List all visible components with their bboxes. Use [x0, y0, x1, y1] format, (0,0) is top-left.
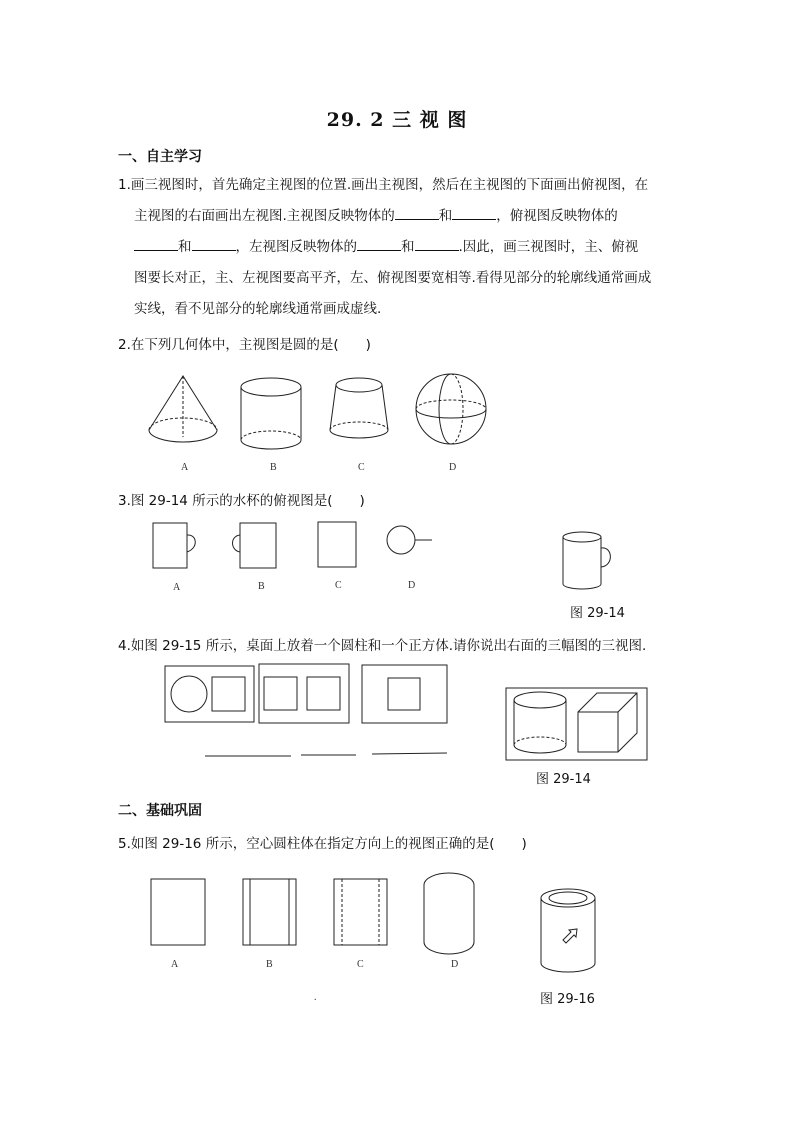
direction-arrow-icon — [563, 929, 577, 943]
figure-caption: 图 29-14 — [570, 606, 625, 621]
hollow-cylinder-view-b — [243, 879, 296, 945]
stray-dot: . — [314, 992, 317, 1003]
option-label-b: B — [270, 462, 277, 473]
q1-text: 主视图的右面画出左视图.主视图反映物体的 — [134, 208, 395, 224]
option-label-a: A — [173, 582, 181, 593]
q1-text: 和 — [178, 239, 192, 255]
q1-text: .因此，画三视图时，主、俯视 — [458, 239, 639, 255]
question-3: 3.图 29-14 所示的水杯的俯视图是( ) — [118, 493, 365, 509]
figure-caption: 图 29-14 — [536, 772, 591, 787]
option-label-d: D — [451, 959, 459, 970]
q1-text: 和 — [401, 239, 415, 255]
hollow-cylinder-figure — [541, 889, 595, 972]
q1-text: 和 — [438, 208, 453, 224]
page-title: 29. 2 三 视 图 — [326, 109, 468, 131]
q1-line-4: 图要长对正，主、左视图要高平齐，左、俯视图要宽相等.看得见部分的轮廓线通常画成 — [134, 270, 652, 286]
hollow-cylinder-view-d — [424, 873, 474, 954]
question-2: 2.在下列几何体中，主视图是圆的是( ) — [118, 337, 371, 353]
q1-line-5: 实线，看不见部分的轮廓线通常画成虚线. — [134, 301, 382, 317]
option-label-b: B — [258, 581, 265, 592]
figure-caption: 图 29-16 — [540, 992, 595, 1007]
option-label-b: B — [266, 959, 273, 970]
option-label-c: C — [335, 580, 342, 591]
section-heading-basic-practice: 二、基础巩固 — [118, 803, 202, 819]
q1-line-1: 1.画三视图时，首先确定主视图的位置.画出主视图，然后在主视图的下面画出俯视图，在 — [118, 177, 649, 193]
q1-text: ，俯视图反映物体的 — [496, 208, 618, 224]
hollow-cylinder-view-a — [151, 879, 205, 945]
question-4: 4.如图 29-15 所示，桌面上放着一个圆柱和一个正方体.请你说出右面的三幅图的三视图. — [118, 638, 647, 654]
option-label-d: D — [449, 462, 457, 473]
section-heading-self-study: 一、自主学习 — [118, 149, 202, 165]
option-label-c: C — [357, 959, 364, 970]
q1-text: ，左视图反映物体的 — [235, 239, 357, 255]
hollow-cylinder-view-c — [334, 879, 387, 945]
option-label-a: A — [181, 462, 189, 473]
option-label-a: A — [171, 959, 179, 970]
option-label-c: C — [358, 462, 365, 473]
option-label-d: D — [408, 580, 416, 591]
question-5: 5.如图 29-16 所示，空心圆柱体在指定方向上的视图正确的是( ) — [118, 836, 527, 852]
